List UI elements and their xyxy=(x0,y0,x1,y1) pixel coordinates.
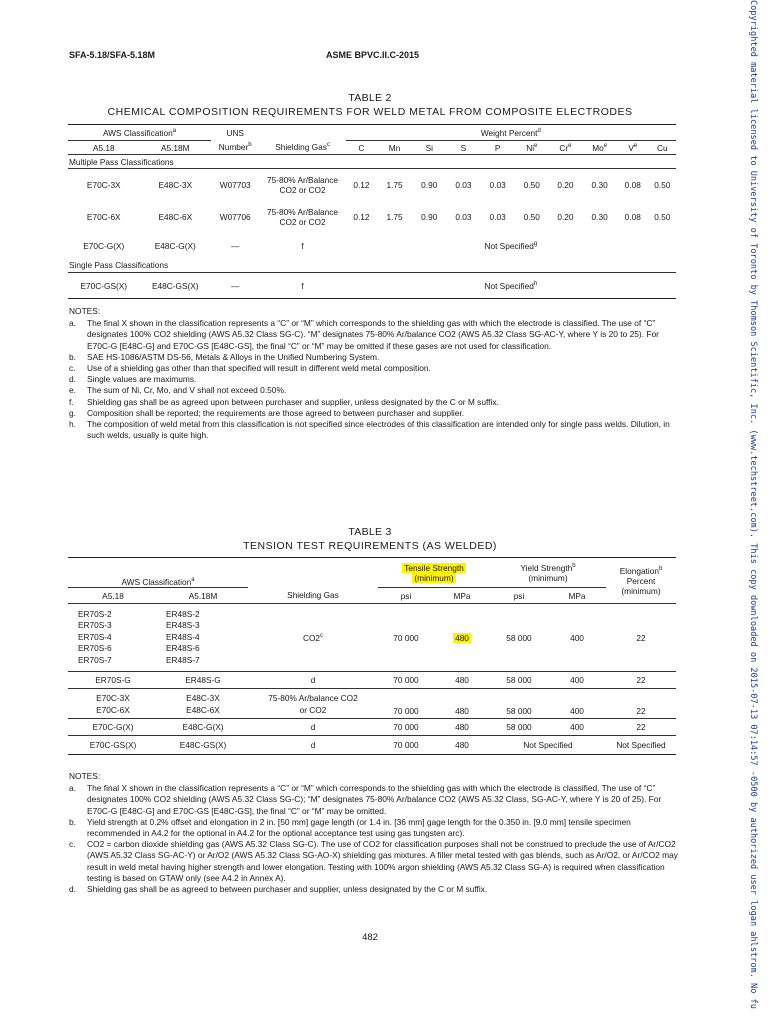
t3-cell: 58 000 xyxy=(506,675,532,685)
note-item: f. Shielding gas shall be as agreed upon between purchaser and supplier, unless designated by the C or M suffix. xyxy=(69,396,499,407)
t2-gas-cell: 75-80% Ar/Balance CO2 or CO2 xyxy=(267,206,339,227)
t3-cell: 58 000 xyxy=(506,632,532,643)
t2-el-v: Ve xyxy=(628,142,638,153)
t3-group2-a518m: E48C-3X E48C-6X xyxy=(186,692,220,715)
t2-section-single: Single Pass Classifications xyxy=(69,260,169,271)
t2-cell: 0.30 xyxy=(591,211,608,222)
table-row xyxy=(68,273,676,299)
t3-cell: d xyxy=(310,740,316,750)
table3-notes xyxy=(69,771,681,895)
page-number: 482 xyxy=(362,932,378,943)
t3-cell: E70C-GS(X) xyxy=(89,740,137,750)
t2-cell: 0.90 xyxy=(421,179,438,190)
t3-tensile-header: Tensile Strength (minimum) xyxy=(378,558,490,588)
note-item: c. Use of a shielding gas other than that specified will result in different weld metal composition. xyxy=(69,363,431,374)
t3-cell: 70 000 xyxy=(393,632,419,643)
t2-cell: E70C-6X xyxy=(86,211,121,222)
table2-notes xyxy=(69,306,681,441)
t3-aws-header: AWS Classification$^a$ xyxy=(121,577,195,587)
t3-cell: 70 000 xyxy=(393,706,419,716)
t3-yield-header: Yield Strength$^b$ (minimum) xyxy=(490,558,606,588)
note-item: b. Yield strength at 0.2% offset and elongation in 2 in. [50 mm] gage length (or 1.4 in. [36 mm] gage length for the 0.350 in. [9.0 mm] tensile specimen recommended in A4.2 for the optional in A4.2 for the optional acceptance test using gas tungsten arc). xyxy=(69,816,631,839)
t2-el-c: C xyxy=(358,142,365,153)
table-row xyxy=(68,233,676,259)
t3-gas-header: Shielding Gas xyxy=(287,590,339,601)
table-row xyxy=(68,689,676,719)
t2-cell: 0.12 xyxy=(353,211,370,222)
t3-cell: 70 000 xyxy=(393,740,419,750)
t2-cell: 0.50 xyxy=(654,179,671,190)
t3-cell: ER48S-G xyxy=(185,675,221,685)
t2-cell: E48C-G(X) xyxy=(154,240,196,251)
t2-cell: E70C-GS(X) xyxy=(80,280,128,291)
table-row xyxy=(68,604,676,672)
t2-cell: E48C-6X xyxy=(158,211,193,222)
note-item: a. The final X shown in the classification represents a “C” or “M” which corresponds to the shielding gas with which the electrode is classified. The use of “C” designates 100% CO2 shielding (AWS A5.32 Class SG-C); “M” designates 75-80% Ar/balance CO2 (AWS A5.32 Class, SG-AC-Y, where Y is 20 of 25). For E70C-G [E48C-G] and E70C-GS [E48C-GS], the final “C” or “M” may be omitted. xyxy=(69,783,662,816)
t2-el-mn: Mn xyxy=(388,142,401,153)
t2-cell: 1.75 xyxy=(386,179,403,190)
t2-cell: f xyxy=(301,240,304,251)
t3-cell: 22 xyxy=(636,706,646,716)
t2-not-specified: Not Specified$^h$ xyxy=(484,280,538,291)
t2-number-header: Number$^b$ xyxy=(218,142,252,153)
t2-el-si: Si xyxy=(425,142,433,153)
t2-aws-header: AWS Classification$^a$ xyxy=(68,125,211,141)
t2-cell: E70C-G(X) xyxy=(83,240,125,251)
t2-el-cu: Cu xyxy=(656,142,668,153)
t2-cell: f xyxy=(301,280,304,291)
t3-not-specified: Not Specified xyxy=(523,740,573,750)
t3-cell: 75-80% Ar/balance CO2 or CO2 xyxy=(268,692,358,715)
t2-el-ni: Ni$^e$ xyxy=(526,142,538,153)
running-header-center: ASME BPVC.II.C-2015 xyxy=(326,50,420,60)
t2-cell: W07703 xyxy=(219,179,251,190)
t2-cell: 0.50 xyxy=(654,211,671,222)
t3-elong-header: Elongation$^b$ Percent (minimum) xyxy=(619,565,663,596)
t2-cell: 0.90 xyxy=(421,211,438,222)
t2-gas-header: Shielding Gas$^c$ xyxy=(275,142,330,153)
t3-cell: 480 xyxy=(455,632,469,643)
t2-cell: 0.20 xyxy=(557,211,574,222)
note-item: c. CO2 = carbon dioxide shielding gas (AWS A5.32 Class SG-C). The use of CO2 for classification purposes shall not be construed to preclude the use of Ar/CO2 (AWS A5.32 Class SG-AC-Y) or Ar/O2 (AWS A5.32 Class SG-AO-X) shielding gas mixtures. A filler metal tested with gas blends, such as Ar/O2, or Ar/CO2 may result in weld metal having higher strength and lower elongation. Testing with 100% argon shielding (AWS A5.32 Class SG-A) is required when classification testing is based on GTAW only (see A4.2 in Annex A). xyxy=(69,839,678,883)
t3-cell: 70 000 xyxy=(393,675,419,685)
t3-cell: 400 xyxy=(570,675,584,685)
t3-cell: 480 xyxy=(455,722,469,732)
t3-cell: 480 xyxy=(455,740,469,750)
t2-cell: 0.03 xyxy=(489,211,506,222)
t2-cell: 0.50 xyxy=(523,211,540,222)
t3-group1-a518: ER70S-2 ER70S-3 ER70S-4 ER70S-6 ER70S-7 xyxy=(78,608,112,665)
t2-cell: E70C-3X xyxy=(86,179,121,190)
note-item: e. The sum of Ni, Cr, Mo, and V shall not exceed 0.50%. xyxy=(69,385,287,396)
note-item: b. SAE HS-1086/ASTM DS-56, Metals & Alloys in the Unified Numbering System. xyxy=(69,351,380,362)
t3-cell: 70 000 xyxy=(393,722,419,732)
t2-cell: 0.08 xyxy=(624,179,641,190)
t3-psi-header: psi xyxy=(400,590,412,601)
t2-cell: 0.12 xyxy=(353,179,370,190)
t3-cell: 480 xyxy=(455,675,469,685)
t2-cell: 0.03 xyxy=(455,179,472,190)
table2-title: CHEMICAL COMPOSITION REQUIREMENTS FOR WELD METAL FROM COMPOSITE ELECTRODES xyxy=(107,106,633,118)
t2-weight-header: Weight Percent$^d$ xyxy=(346,125,676,141)
t3-cell: CO2$^c$ xyxy=(302,632,324,643)
t3-mpa-header: MPa xyxy=(453,590,471,601)
t2-cell: 0.03 xyxy=(455,211,472,222)
t3-cell: 480 xyxy=(455,706,469,716)
t2-cell: 0.50 xyxy=(523,179,540,190)
note-item: g. Composition shall be reported; the requirements are those agreed to between purchaser and supplier. xyxy=(69,407,465,418)
t2-not-specified: Not Specified$^g$ xyxy=(484,240,538,251)
table3-number: TABLE 3 xyxy=(348,526,392,538)
notes-heading: NOTES: xyxy=(69,771,101,781)
t2-cell: 1.75 xyxy=(386,211,403,222)
t3-cell: 58 000 xyxy=(506,706,532,716)
t3-cell: 400 xyxy=(570,706,584,716)
t3-cell: 400 xyxy=(570,722,584,732)
table-row xyxy=(68,672,676,689)
t3-cell: 400 xyxy=(570,632,584,643)
t3-cell: E48C-GS(X) xyxy=(179,740,227,750)
table3 xyxy=(68,557,676,755)
t2-a518-header: A5.18 xyxy=(92,142,115,153)
t3-cell: 22 xyxy=(636,675,646,685)
t3-group1-a518m: ER48S-2 ER48S-3 ER48S-4 ER48S-6 ER48S-7 xyxy=(166,608,200,665)
t3-cell: ER70S-G xyxy=(95,675,131,685)
table2 xyxy=(68,124,676,299)
t3-a518-header: A5.18 xyxy=(68,588,158,604)
t3-cell: d xyxy=(310,722,316,732)
t3-cell: E48C-G(X) xyxy=(182,722,224,732)
t2-el-s: S xyxy=(460,142,467,153)
t2-uns-header: UNS xyxy=(226,127,244,138)
t2-a518m-header: A5.18M xyxy=(160,142,190,153)
t3-psi2-header: psi xyxy=(513,590,525,601)
t2-cell: 0.08 xyxy=(624,211,641,222)
t3-group2-a518: E70C-3X E70C-6X xyxy=(96,692,130,715)
table-row xyxy=(68,719,676,736)
table-row xyxy=(68,201,676,233)
note-item: a. The final X shown in the classification represents a “C” or “M” which corresponds to the shielding gas with which the electrode is classified. The use of “C” designates 100% CO2 shielding (AWS A5.32 Class SG-C). “M” designates 75-80% Ar/balance CO2 (AWS A5.32 Class SG-AC-Y, where Y is 20 to 25). For E70C-G [E48C-G] and E70C-GS [E48C-GS], the final “C” or “M” may be omitted if these gases are not used for classification. xyxy=(69,318,659,351)
t2-el-p: P xyxy=(494,142,501,153)
table2-number: TABLE 2 xyxy=(348,92,392,104)
t3-mpa2-header: MPa xyxy=(568,590,586,601)
t3-cell: 58 000 xyxy=(506,722,532,732)
notes-heading: NOTES: xyxy=(69,306,101,316)
note-item: d. Shielding gas shall be as agreed to between purchaser and supplier, unless designated by the C or M suffix. xyxy=(69,884,488,895)
t2-cell: 0.03 xyxy=(489,179,506,190)
t2-cell: — xyxy=(231,240,240,251)
table-row xyxy=(68,736,676,755)
t2-section-multi: Multiple Pass Classifications xyxy=(69,156,174,167)
copyright-side-text: Copyrighted material licensed to University of Toronto by Thomson Scientific, Inc. (www.techstreet.com). This copy downloaded on 2015-07-13 07:14:57 -0500 by authorized user logan ahlstrom. No fu xyxy=(748,0,758,1009)
note-item: h. The composition of weld metal from this classification is not specified since electrodes of this classification are intended only for single pass welds. Dilution, in such welds, usually is quite high. xyxy=(69,419,670,441)
t2-cell: 0.20 xyxy=(557,179,574,190)
t2-gas-cell: 75-80% Ar/Balance CO2 or CO2 xyxy=(267,174,339,195)
t2-el-mo: Mo$^e$ xyxy=(592,142,608,153)
t2-el-cr: Cr$^e$ xyxy=(559,142,572,153)
t3-cell: 22 xyxy=(636,632,646,643)
t3-not-specified: Not Specified xyxy=(616,740,666,750)
note-item: d. Single values are maximums. xyxy=(69,374,197,385)
t3-cell: E70C-G(X) xyxy=(92,722,134,732)
t2-cell: W07706 xyxy=(219,211,251,222)
t2-cell: E48C-3X xyxy=(158,179,193,190)
t2-cell: — xyxy=(231,280,240,291)
table3-title: TENSION TEST REQUIREMENTS (AS WELDED) xyxy=(243,540,497,552)
t3-a518m-header: A5.18M xyxy=(158,588,248,604)
t3-cell: d xyxy=(310,675,316,685)
table-row xyxy=(68,169,676,201)
running-header-left: SFA-5.18/SFA-5.18M xyxy=(69,50,156,60)
t2-cell: 0.30 xyxy=(591,179,608,190)
t2-cell: E48C-GS(X) xyxy=(151,280,199,291)
t3-cell: 22 xyxy=(636,722,646,732)
